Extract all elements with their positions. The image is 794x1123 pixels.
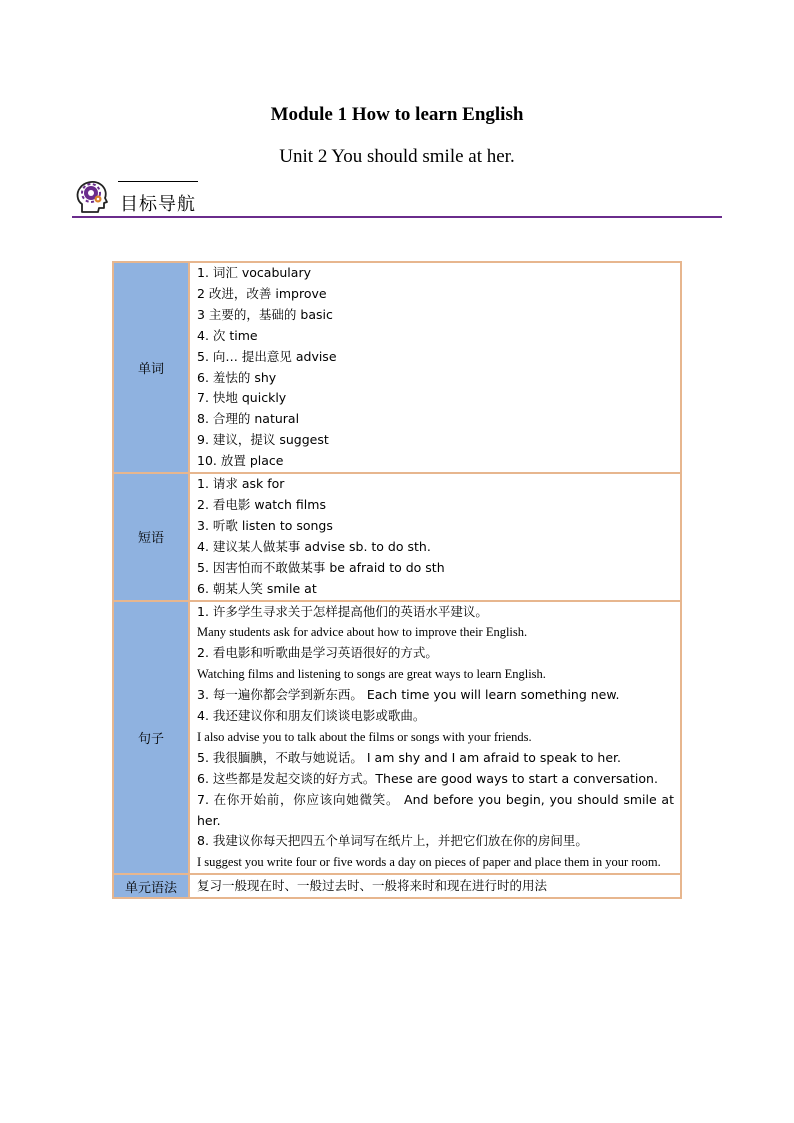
list-item: 1. 词汇 vocabulary: [197, 265, 311, 280]
unit-title: Unit 2 You should smile at her.: [279, 146, 515, 167]
list-item: Watching films and listening to songs are great ways to learn English.: [197, 667, 546, 682]
list-item: 7. 在你开始前，你应该向她微笑。 And before you begin, you should smile at her.: [197, 791, 674, 828]
list-item: 6. 这些都是发起交谈的好方式。These are good ways to start a conversation.: [197, 770, 658, 786]
table-row-sentences: [113, 601, 681, 875]
list-item: 5. 因害怕而不敢做某事 be afraid to do sth: [197, 559, 445, 575]
list-item: 3. 每一遍你都会学到新东西。 Each time you will learn something new.: [197, 687, 620, 703]
table-row-vocabulary: [113, 262, 681, 473]
list-item: 1. 许多学生寻求关于怎样提高他们的英语水平建议。: [197, 603, 488, 619]
list-item: 9. 建议，提议 suggest: [197, 432, 329, 448]
row-label-phrases: 短语: [113, 473, 189, 600]
section-top-line: [118, 181, 198, 182]
table-row-grammar: [113, 874, 681, 898]
brain-gear-icon: [74, 178, 112, 216]
section-divider: [72, 216, 722, 218]
list-item: 1. 请求 ask for: [197, 476, 285, 492]
section-title: 目标导航: [120, 194, 196, 215]
list-item: 4. 建议某人做某事 advise sb. to do sth.: [197, 538, 431, 554]
grammar-content: [189, 874, 681, 898]
list-item: 5. 我很腼腆，不敢与她说话。 I am shy and I am afraid to speak to her.: [197, 749, 621, 765]
list-item: 6. 羞怯的 shy: [197, 369, 277, 385]
goals-table: [112, 261, 682, 899]
list-item: I also advise you to talk about the films or songs with your friends.: [197, 729, 532, 744]
list-item: 10. 放置 place: [197, 453, 284, 469]
section-header: [72, 178, 722, 220]
phrases-list: [189, 473, 681, 600]
vocabulary-list: [189, 262, 681, 473]
list-item: 8. 合理的 natural: [197, 411, 300, 427]
list-item: 3. 听歌 listen to songs: [197, 517, 333, 533]
list-item: 2 改进，改善 improve: [197, 285, 327, 301]
list-item: 6. 朝某人笑 smile at: [197, 580, 317, 596]
list-item: 8. 我建议你每天把四五个单词写在纸片上，并把它们放在你的房间里。: [197, 833, 588, 849]
list-item: 4. 我还建议你和朋友们谈谈电影或歌曲。: [197, 708, 426, 724]
list-item: 3 主要的，基础的 basic: [197, 306, 333, 322]
list-item: 7. 快地 quickly: [197, 390, 287, 406]
list-item: 2. 看电影 watch films: [197, 496, 326, 512]
list-item: 4. 次 time: [197, 327, 258, 343]
list-item: 2. 看电影和听歌曲是学习英语很好的方式。: [197, 645, 438, 661]
row-label-grammar: 单元语法: [113, 874, 189, 898]
grammar-text: 复习一般现在时、一般过去时、一般将来时和现在进行时的用法: [197, 878, 548, 894]
list-item: 5. 向… 提出意见 advise: [197, 348, 337, 364]
row-label-vocabulary: 单词: [113, 262, 189, 473]
module-title: Module 1 How to learn English: [270, 104, 524, 125]
list-item: I suggest you write four or five words a day on pieces of paper and place them in your room.: [197, 855, 661, 870]
row-label-sentences: 句子: [113, 601, 189, 875]
table-row-phrases: [113, 473, 681, 600]
sentences-list: [189, 601, 681, 875]
list-item: Many students ask for advice about how to improve their English.: [197, 625, 528, 640]
